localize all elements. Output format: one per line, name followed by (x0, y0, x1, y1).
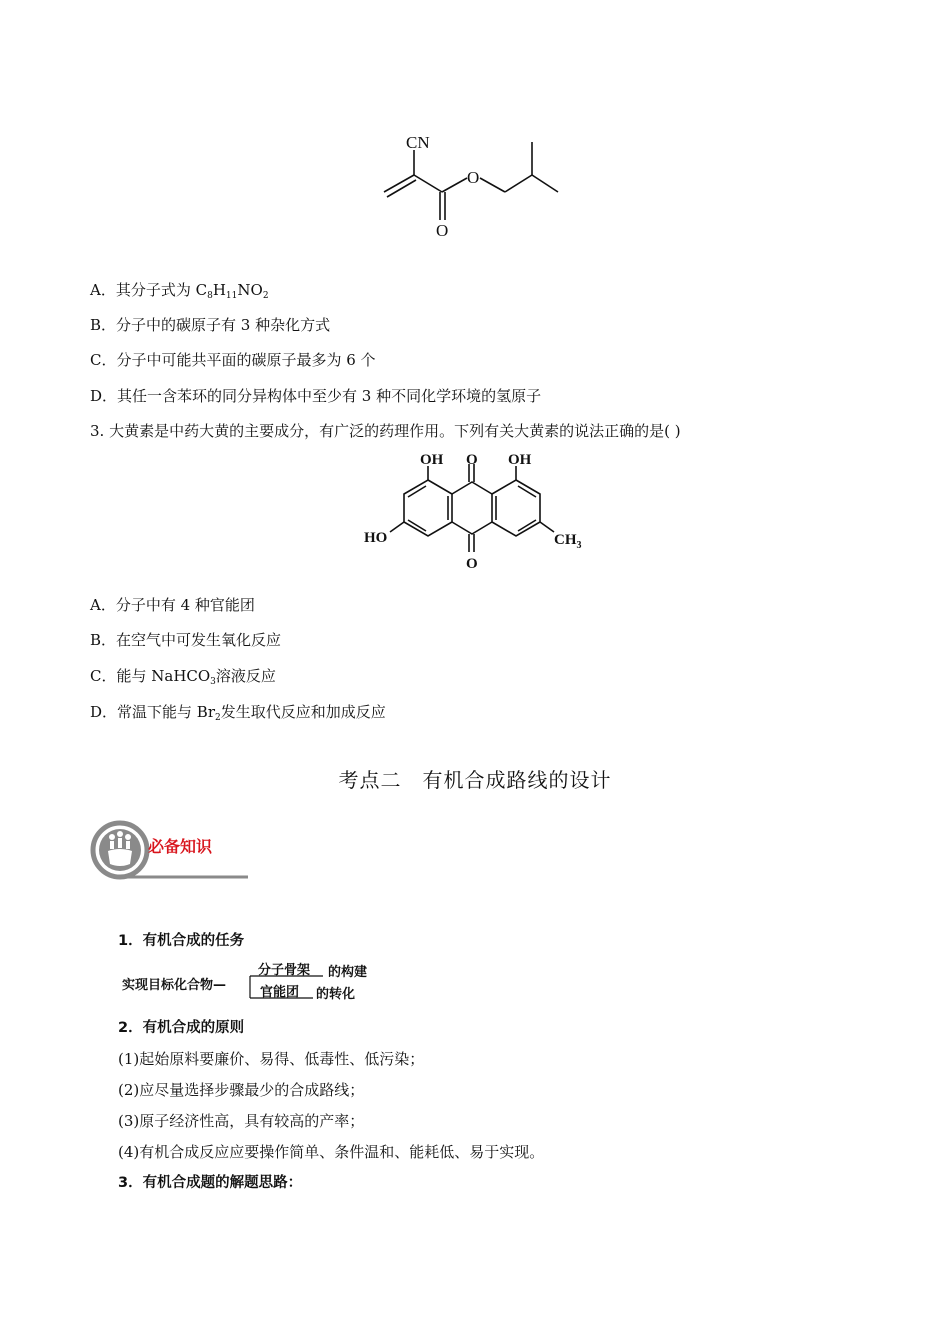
methyl-label: $CH_3$ (554, 532, 582, 551)
q3-option-d: D．常温下能与 $Br_2$发生取代反应和加成反应 (90, 703, 386, 723)
synthesis-task-diagram (118, 962, 398, 1008)
diagram-branch2-key: 官能团 (260, 985, 300, 1000)
ester-oxygen-label: O (467, 168, 480, 187)
q3-stem: 3. 大黄素是中药大黄的主要成分，有广泛的药理作用。下列有关大黄素的说法正确的是( ) (90, 422, 681, 440)
emodin-structure (360, 448, 592, 574)
heading-principles: 2．有机合成的原则 (118, 1020, 245, 1036)
cn-label: CN (406, 133, 430, 152)
oh-right-label: OH (508, 452, 532, 468)
carbonyl-oxygen-label: O (436, 221, 449, 240)
ho-label: HO (364, 530, 388, 546)
principle-4: (4)有机合成反应应要操作简单、条件温和、能耗低、易于实现。 (118, 1143, 545, 1161)
q3-option-a: A．分子中有 4 种官能团 (90, 596, 255, 614)
q3-option-c: C．能与 NaHCO$_3$溶液反应 (90, 667, 276, 687)
diagram-branch1-rest: 的构建 (328, 965, 368, 980)
diagram-branch2-rest: 的转化 (316, 987, 356, 1002)
formula: $C_8H_{11}NO_2$ (195, 281, 269, 301)
bottom-oxygen-label: O (466, 556, 478, 572)
diagram-branch1-key: 分子骨架 (258, 963, 311, 978)
top-oxygen-label: O (466, 452, 478, 468)
heading-approach: 3．有机合成题的解题思路： (118, 1175, 303, 1191)
oh-left-label: OH (420, 452, 444, 468)
heading-task: 1．有机合成的任务 (118, 933, 245, 949)
cyanoacrylate-structure (370, 128, 570, 240)
q2-option-d: D．其任一含苯环的同分异构体中至少有 3 种不同化学环境的氢原子 (90, 387, 542, 405)
q3-option-b: B．在空气中可发生氧化反应 (90, 631, 282, 649)
section-title: 考点二 有机合成路线的设计 (338, 768, 612, 792)
q2-option-a-text: A．其分子式为 (90, 281, 196, 299)
knowledge-badge-label: 必备知识 (148, 837, 213, 856)
principle-1: (1)起始原料要廉价、易得、低毒性、低污染； (118, 1050, 425, 1068)
q2-option-b: B．分子中的碳原子有 3 种杂化方式 (90, 316, 331, 334)
diagram-root: 实现目标化合物— (122, 978, 227, 993)
q2-option-a (90, 280, 269, 300)
principle-2: (2)应尽量选择步骤最少的合成路线； (118, 1081, 365, 1099)
q2-option-c: C．分子中可能共平面的碳原子最多为 6 个 (90, 351, 376, 369)
principle-3: (3)原子经济性高，具有较高的产率； (118, 1112, 365, 1130)
